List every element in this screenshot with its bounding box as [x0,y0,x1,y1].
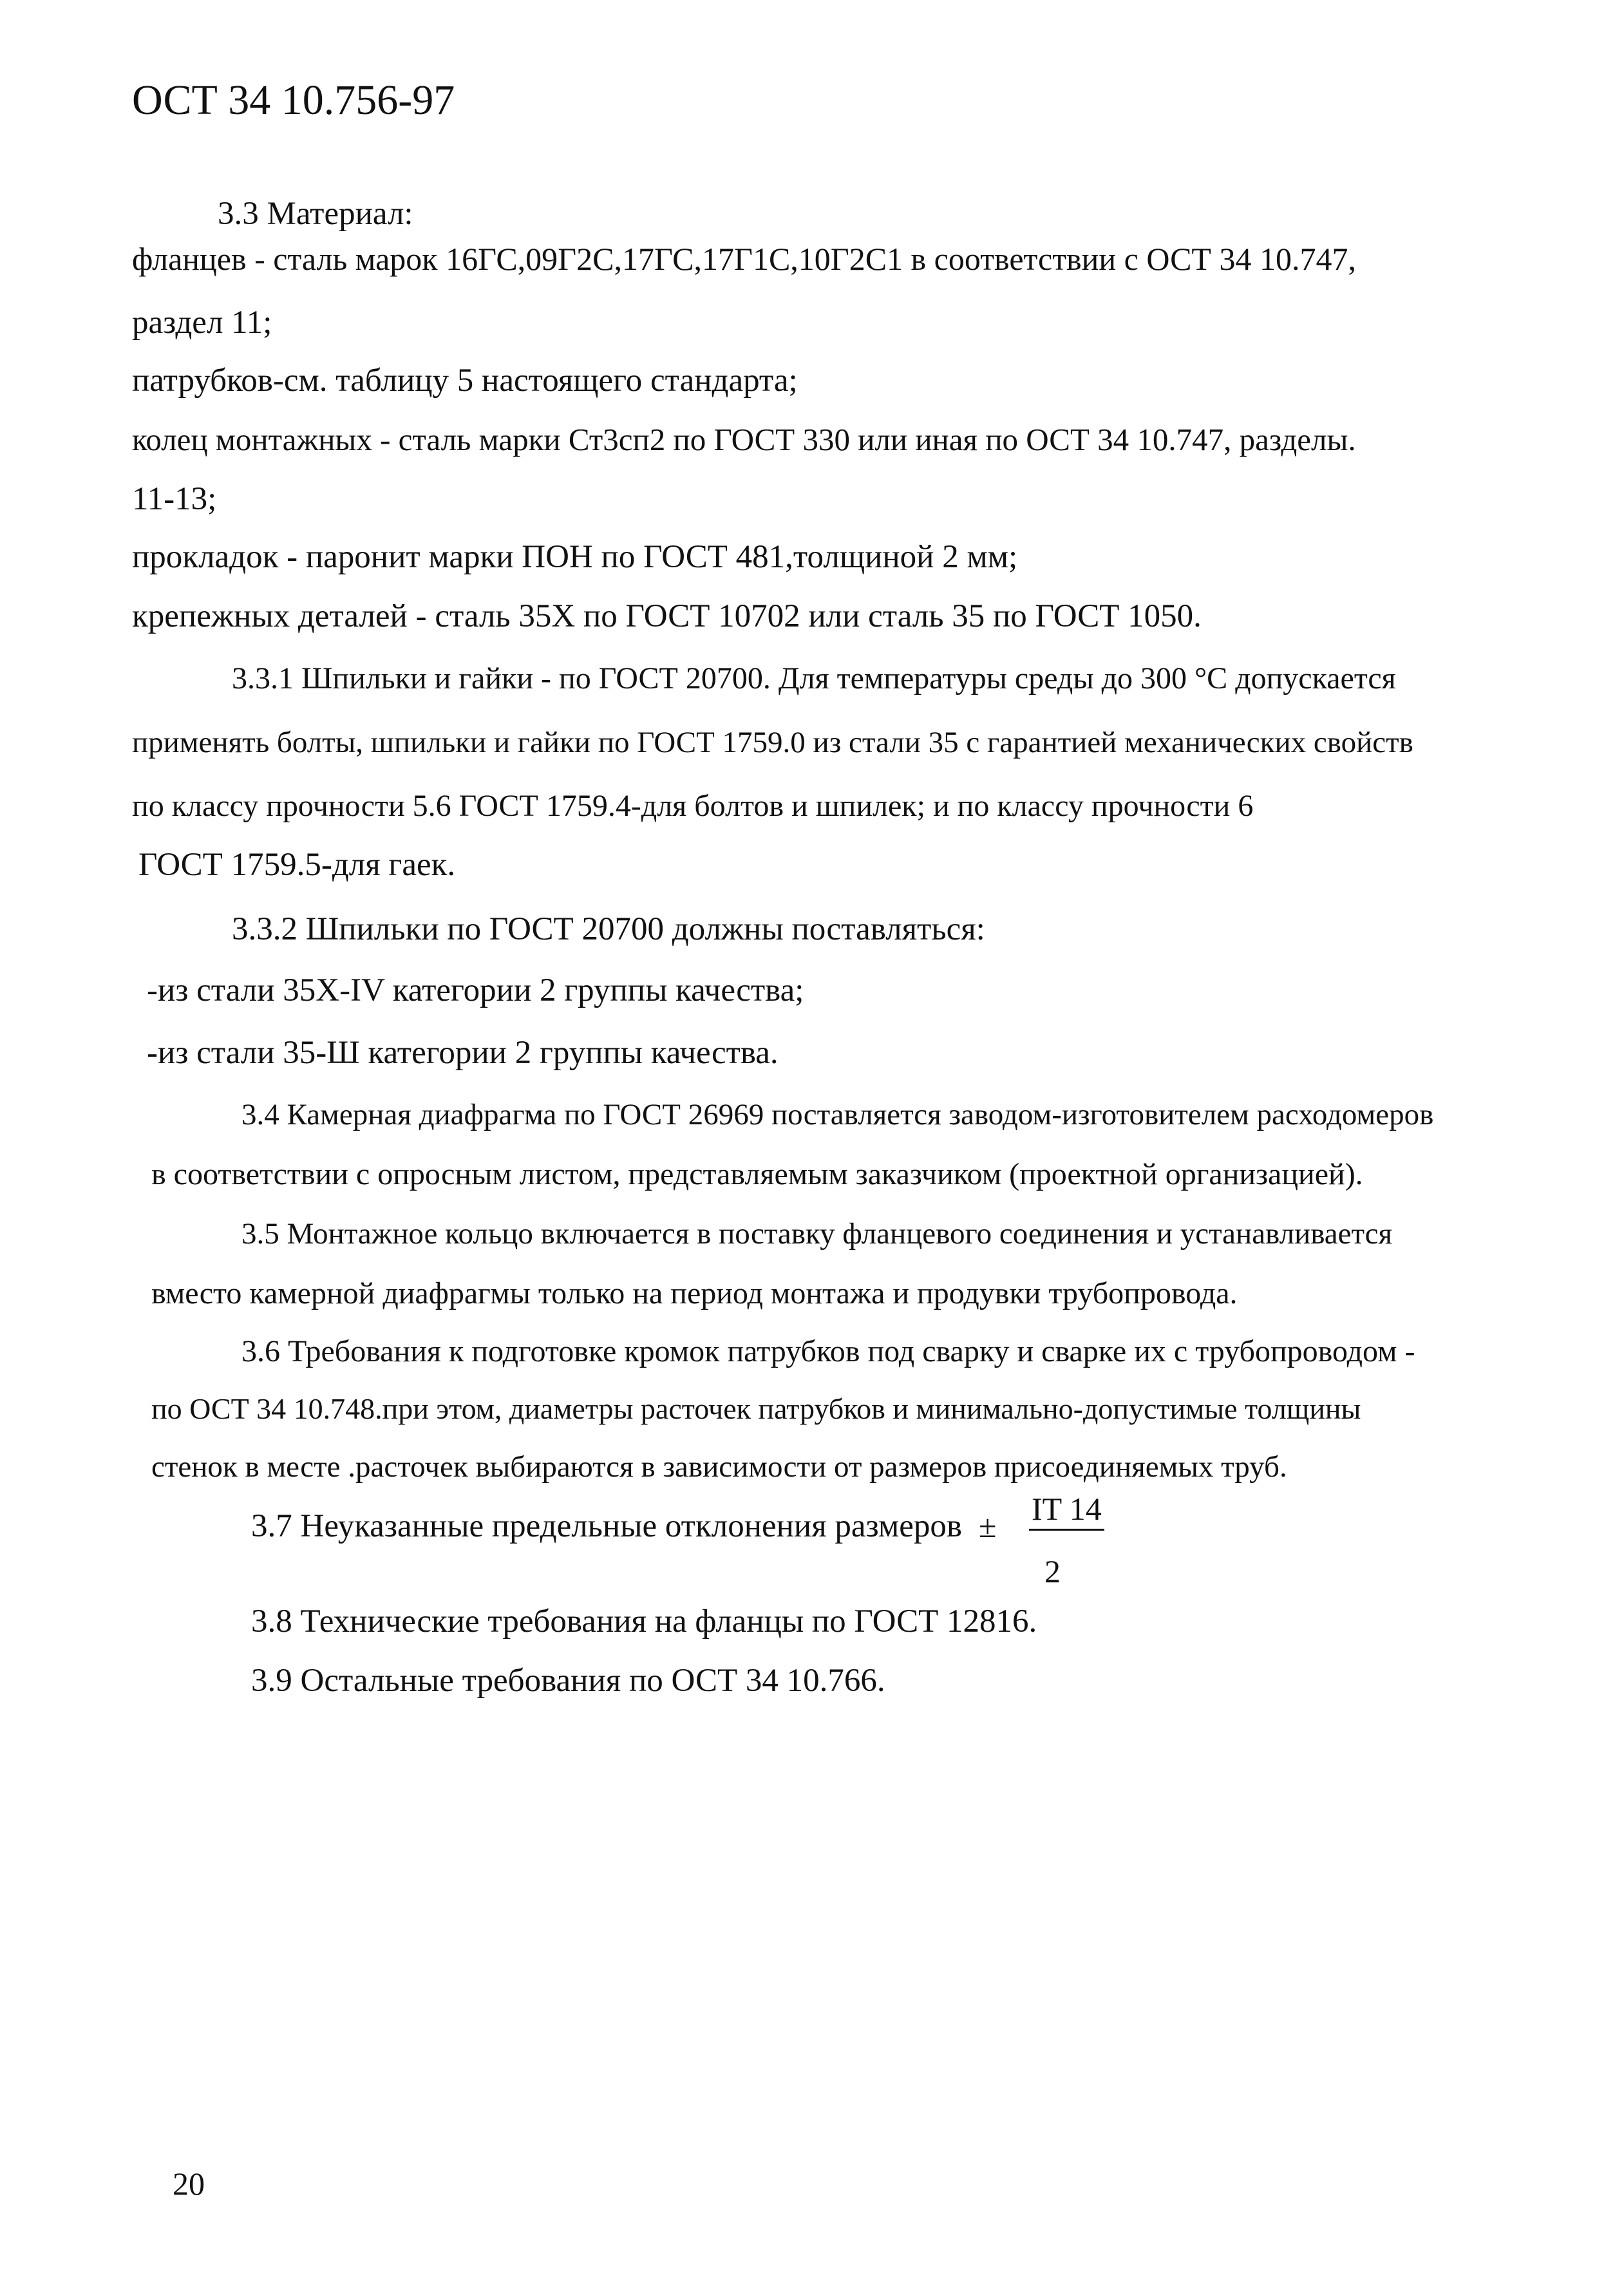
material-fasteners-line: крепежных деталей - сталь 35Х по ГОСТ 10702 или сталь 35 по ГОСТ 1050. [132,598,1202,634]
material-rings-line-cont: 11-13; [132,481,217,517]
studs-grade-line-2: -из стали 35-Ш категории 2 группы качества. [147,1035,779,1071]
section-3-6-line-3: стенок в месте .расточек выбираются в зависимости от размеров присоединяемых труб. [151,1450,1287,1484]
section-3-6-line-2: по ОСТ 34 10.748.при этом, диаметры расточек патрубков и минимально-допустимые толщины [151,1392,1361,1425]
studs-grade-line-1: -из стали 35Х-IV категории 2 группы качества; [147,972,804,1008]
plus-minus-sign: ± [979,1508,997,1544]
section-3-9-line: 3.9 Остальные требования по ОСТ 34 10.766. [251,1663,885,1699]
section-3-3-1-line: 3.3.1 Шпильки и гайки - по ГОСТ 20700. Для температуры среды до 300 °С допускается [232,661,1396,695]
material-flanges-line-cont: раздел 11; [132,305,272,341]
material-gaskets-line: прокладок - паронит марки ПОН по ГОСТ 481,толщиной 2 мм; [132,539,1018,575]
section-3-3-heading: 3.3 Материал: [218,196,413,232]
section-3-4-line: 3.4 Камерная диафрагма по ГОСТ 26969 поставляется заводом-изготовителем расходомеров [241,1098,1434,1131]
tolerance-denominator: 2 [1044,1553,1061,1589]
material-pipes-line: патрубков-см. таблицу 5 настоящего стандарта; [132,363,798,399]
section-3-6-line: 3.6 Требования к подготовке кромок патрубков под сварку и сварке их с трубопроводом - [241,1334,1415,1368]
section-3-3-1-line-3: по классу прочности 5.6 ГОСТ 1759.4-для болтов и шпилек; и по классу прочности 6 [132,789,1254,823]
section-3-5-line: 3.5 Монтажное кольцо включается в поставку фланцевого соединения и устанавливается [241,1217,1393,1251]
section-3-8-line: 3.8 Технические требования на фланцы по ГОСТ 12816. [251,1603,1037,1639]
tolerance-numerator: IT 14 [1029,1493,1104,1531]
page-number: 20 [173,2166,205,2202]
section-3-3-1-line-2: применять болты, шпильки и гайки по ГОСТ 1759.0 из стали 35 с гарантией механических свойств [132,726,1413,759]
material-rings-line: колец монтажных - сталь марки Ст3сп2 по ГОСТ 330 или иная по ОСТ 34 10.747, разделы. [132,422,1356,457]
section-3-3-1-line-4: ГОСТ 1759.5-для гаек. [138,847,456,883]
section-3-3-2-line: 3.3.2 Шпильки по ГОСТ 20700 должны поставляться: [232,911,985,947]
section-3-4-line-2: в соответствии с опросным листом, представляемым заказчиком (проектной организацией). [151,1157,1363,1191]
document-code-header: ОСТ 34 10.756-97 [132,77,455,124]
section-3-5-line-2: вместо камерной диафрагмы только на период монтажа и продувки трубопровода. [151,1276,1238,1310]
section-3-7-line: 3.7 Неуказанные предельные отклонения размеров [251,1508,962,1544]
material-flanges-line: фланцев - сталь марок 16ГС,09Г2С,17ГС,17Г1С,10Г2С1 в соответствии с ОСТ 34 10.747, [132,241,1356,277]
